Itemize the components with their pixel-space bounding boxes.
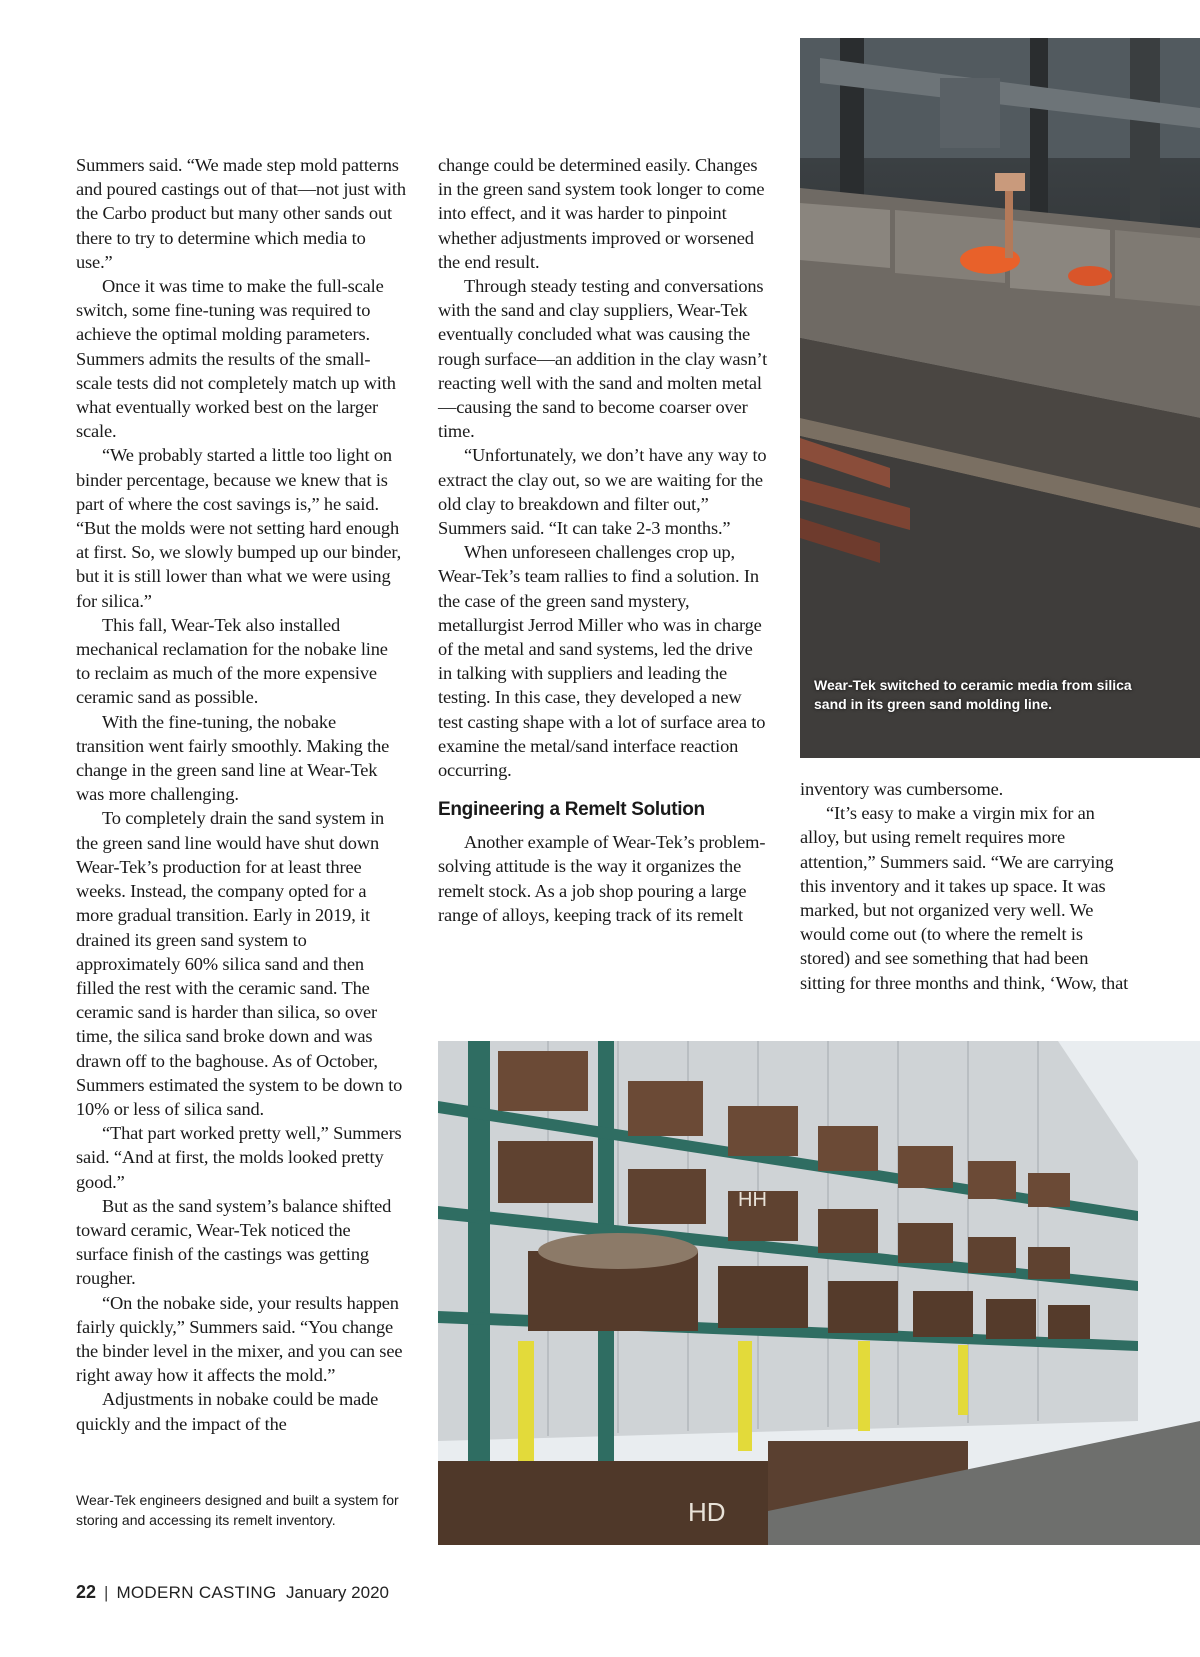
magazine-name: MODERN CASTING	[116, 1583, 277, 1602]
molten-metal-glow	[1068, 266, 1112, 286]
photo-caption-top: Wear-Tek switched to ceramic media from silica sand in its green sand molding line.	[814, 677, 1132, 712]
paragraph: “On the nobake side, your results happen fairly quickly,” Summers said. “You change the binder level in the mixer, and you can see right away how it affects the mold.”	[76, 1292, 403, 1386]
paragraph: “It’s easy to make a virgin mix for an alloy, but using remelt requires more attention,” Summers said. “We are carrying this inventory and it takes up space. It was marked, but not organized very well. We would come out (to where the remelt is stored) and see something that had been sitting for three months and think, ‘Wow, that	[800, 803, 1129, 993]
paragraph: inventory was cumbersome.	[800, 779, 1004, 799]
paragraph: Another example of Wear-Tek’s problem-solving attitude is the way it organizes the remelt stock. As a job shop pouring a large range of alloys, keeping track of its remelt	[438, 832, 766, 925]
paragraph: When unforeseen challenges crop up, Wear-Tek’s team rallies to find a solution. In the case of the green sand mystery, metallurgist Jerrod Miller who was in charge of the metal and sand systems, led the drive in talking with suppliers and leading the testing. In this case, they developed a new test casting shape with a lot of surface area to examine the metal/sand interface reaction occurring.	[438, 542, 766, 781]
sprue-tag	[995, 173, 1025, 191]
article-column-2	[438, 153, 768, 927]
issue-date: January 2020	[285, 1583, 389, 1602]
paragraph: This fall, Wear-Tek also installed mechanical reclamation for the nobake line to reclaim as much of the more expensive ceramic sand as possible.	[76, 614, 388, 708]
paragraph: Once it was time to make the full-scale switch, some fine-tuning was required to achieve the optimal molding parameters. Summers admits the results of the small-scale tests did not completely match up with what eventually worked best on the larger scale.	[76, 276, 396, 442]
photo-caption-bottom: Wear-Tek engineers designed and built a system for storing and accessing its remelt inventory.	[76, 1492, 399, 1528]
bin-label-hh: HH	[738, 1189, 767, 1211]
bin-label-hd: HD	[688, 1497, 726, 1527]
photo-mold-line	[800, 38, 1200, 758]
mold-line-illustration	[800, 38, 1200, 758]
section-subhead: Engineering a Remelt Solution	[438, 799, 705, 821]
photo-remelt-racks	[438, 1041, 1200, 1545]
article-column-3	[800, 777, 1130, 995]
remelt-racks-illustration	[438, 1041, 1200, 1545]
paragraph: “That part worked pretty well,” Summers said. “And at first, the molds looked pretty good.”	[76, 1123, 402, 1192]
article-column-1	[76, 153, 406, 1436]
paragraph: With the fine-tuning, the nobake transition went fairly smoothly. Making the change in the green sand line at Wear-Tek was more challenging.	[76, 711, 390, 805]
paragraph: But as the sand system’s balance shifted toward ceramic, Wear-Tek noticed the surface finish of the castings was getting rougher.	[76, 1195, 392, 1289]
paragraph: “Unfortunately, we don’t have any way to extract the clay out, so we are waiting for the old clay to breakdown and filter out,” Summers said. “It can take 2-3 months.”	[438, 445, 767, 539]
machine-post	[1130, 38, 1160, 248]
remelt-scrap-pile	[538, 1233, 698, 1269]
paragraph: Through steady testing and conversations with the sand and clay suppliers, Wear-Tek eventually concluded what was causing the rough surface—an addition in the clay wasn’t reacting well with the sand and molten metal—causing the sand to become coarser over time.	[438, 276, 768, 442]
pouring-head	[940, 78, 1000, 148]
page-number: 22	[76, 1582, 97, 1602]
paragraph: Adjustments in nobake could be made quickly and the impact of the	[76, 1389, 379, 1434]
page-footer	[76, 1582, 389, 1603]
footer-separator: |	[104, 1583, 109, 1602]
paragraph: To completely drain the sand system in the green sand line would have shut down Wear-Tek’s production for at least three weeks. Instead, the company opted for a more gradual transition. Early in 2019, it drained its green sand system to approximately 60% silica sand and then filled the rest with the ceramic sand. The ceramic sand is harder than silica, so over time, the silica sand broke down and was drawn off to the baghouse. As of October, Summers estimated the system to be down to 10% or less of silica sand.	[76, 808, 403, 1119]
mold-box	[800, 203, 890, 268]
paragraph: “We probably started a little too light on binder percentage, because we knew that is part of where the cost savings is,” he said. “But the molds were not setting hard enough at first. So, we slowly bumped up our binder, but it is still lower than what we were using for silica.”	[76, 445, 402, 611]
paragraph: change could be determined easily. Changes in the green sand system took longer to come into effect, and it was harder to pinpoint whether adjustments improved or worsened the end result.	[438, 155, 765, 272]
mold-box	[1115, 230, 1200, 306]
paragraph: Summers said. “We made step mold patterns and poured castings out of that—not just with the Carbo product but many other sands out there to try to determine which media to use.”	[76, 155, 406, 272]
